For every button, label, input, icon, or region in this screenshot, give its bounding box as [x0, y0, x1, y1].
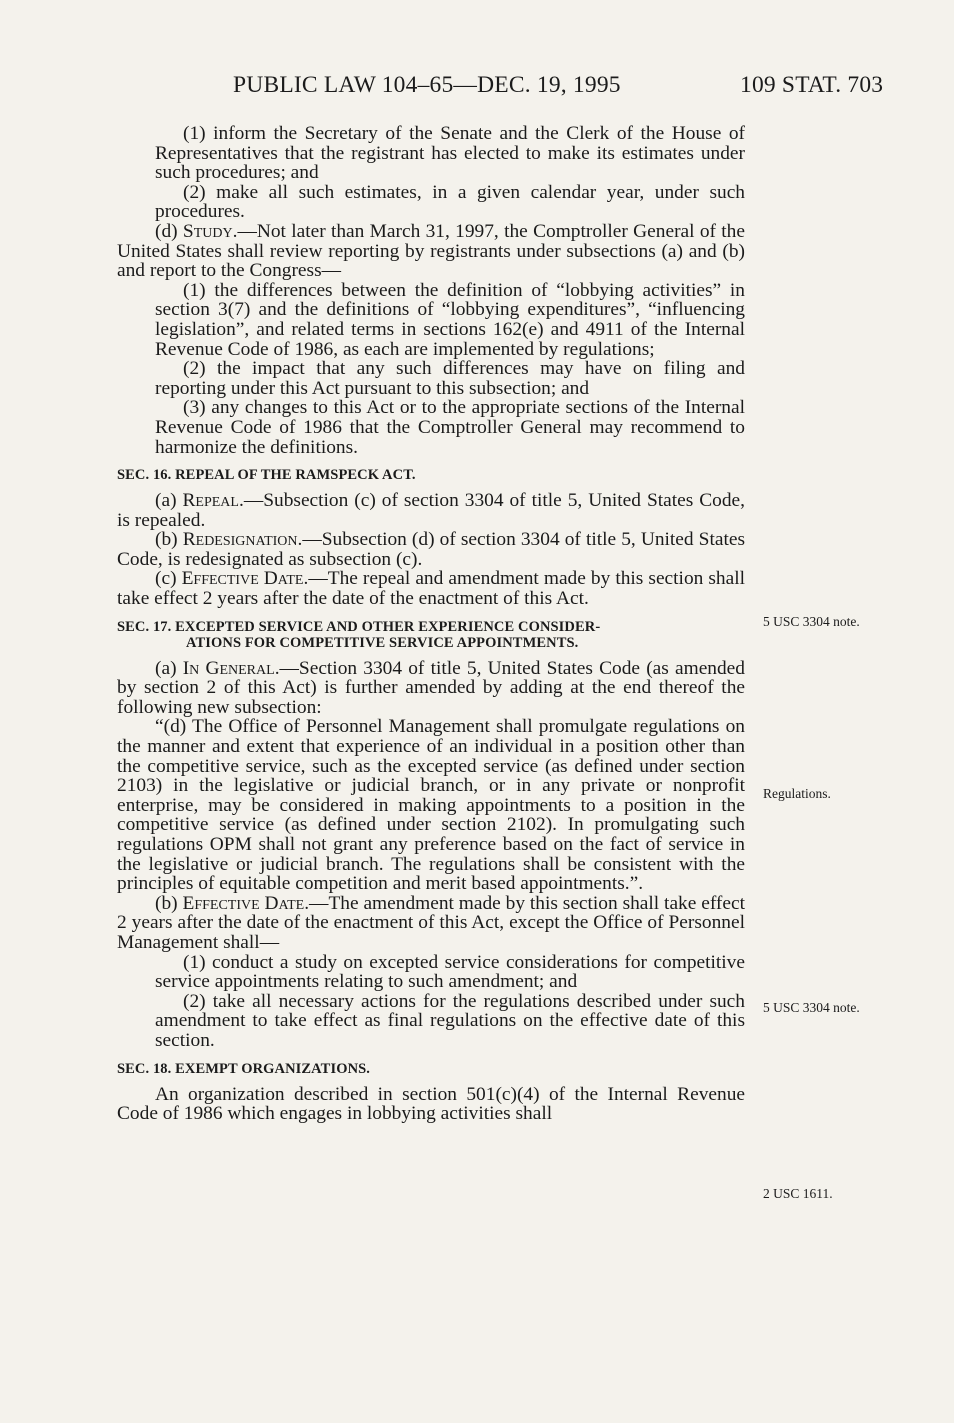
- margin-note-5-usc-3304: 5 USC 3304 note.: [763, 614, 860, 629]
- subsection-d-heading: Study: [182, 220, 233, 242]
- margin-note-5-usc-3304-b: 5 USC 3304 note.: [763, 1000, 860, 1015]
- subsection-d-2: (2) the impact that any such differences may have on filing and reporting under this Act pursuant to this subsection; and: [155, 358, 745, 399]
- section-17-heading: SEC. 17. EXCEPTED SERVICE AND OTHER EXPERIENCE CONSIDER- ATIONS FOR COMPETITIVE SERVICE APPOINTMENTS.: [117, 618, 601, 651]
- section-17-a: (a) In General.—Section 3304 of title 5, United States Code (as amended by section 2 of this Act) is further amended by adding at the end thereof the following new subsection:: [117, 657, 745, 718]
- margin-note-regulations: Regulations.: [763, 786, 831, 801]
- running-header-title: PUBLIC LAW 104–65—DEC. 19, 1995: [233, 72, 621, 98]
- section-17-b-2: (2) take all necessary actions for the regulations described under such amendment to take effect as final regulations on the effective date of this section.: [155, 990, 745, 1051]
- section-17-b-1: (1) conduct a study on excepted service considerations for competitive service appointments relating to such amendment; and: [155, 951, 745, 993]
- margin-note-2-usc-1611: 2 USC 1611.: [763, 1186, 833, 1201]
- section-16-b: (b) Redesignation.—Subsection (d) of section 3304 of title 5, United States Code, is redesignated as subsection (c).: [117, 529, 745, 570]
- running-header-page: 109 STAT. 703: [740, 72, 884, 98]
- section-18-heading: SEC. 18. EXEMPT ORGANIZATIONS.: [117, 1060, 371, 1077]
- subsection-d-1: (1) the differences between the definition of “lobbying activities” in section 3(7) and the definitions of “lobbying expenditures”, “influencing legislation”, and related terms in sections 162(e) and 4911 of the Internal Revenue Code of 1986, as each are implemented by regulations;: [155, 279, 745, 360]
- section-17-b: (b) Effective Date.—The amendment made by this section shall take effect 2 years after the date of the enactment of this Act, except the Office of Personnel Management shall—: [117, 892, 745, 953]
- subsection-d-3: (3) any changes to this Act or to the appropriate sections of the Internal Revenue Code of 1986 that the Comptroller General may recommend to harmonize the definitions.: [155, 397, 745, 458]
- paragraph-1-1: (1) inform the Secretary of the Senate and the Clerk of the House of Representatives that the registrant has elected to make its estimates under such procedures; and: [155, 123, 745, 184]
- subsection-d: (d) Study.—Not later than March 31, 1997, the Comptroller General of the United States shall review reporting by registrants under subsections (a) and (b) and report to the Congress—: [117, 220, 745, 282]
- section-17-quoted-subsection: “(d) The Office of Personnel Management shall promulgate regulations on the manner and extent that experience of an individual in a position other than the competitive service, such as the excepted service (as defined under section 2103) in the legislative or judicial branch, or in any private or nonprofit enterprise, may be considered in making appointments to a position in the competitive service (as defined under section 2102). In promulgating such regulations OPM shall not grant any preference based on the fact of service in the legislative or judicial branch. The regulations shall be consistent with the principles of equitable competition and merit based appointments.”.: [117, 716, 745, 895]
- section-18-text: An organization described in section 501(c)(4) of the Internal Revenue Code of 1986 which engages in lobbying activities shall: [117, 1083, 745, 1125]
- paragraph-1-2: (2) make all such estimates, in a given calendar year, under such procedures.: [155, 181, 745, 223]
- section-16-heading: SEC. 16. REPEAL OF THE RAMSPECK ACT.: [117, 467, 416, 484]
- section-16-a: (a) Repeal.—Subsection (c) of section 3304 of title 5, United States Code, is repealed.: [117, 490, 745, 531]
- body-text: [117, 124, 745, 1124]
- section-16-c: (c) Effective Date.—The repeal and amendment made by this section shall take effect 2 years after the date of the enactment of this Act.: [117, 568, 745, 610]
